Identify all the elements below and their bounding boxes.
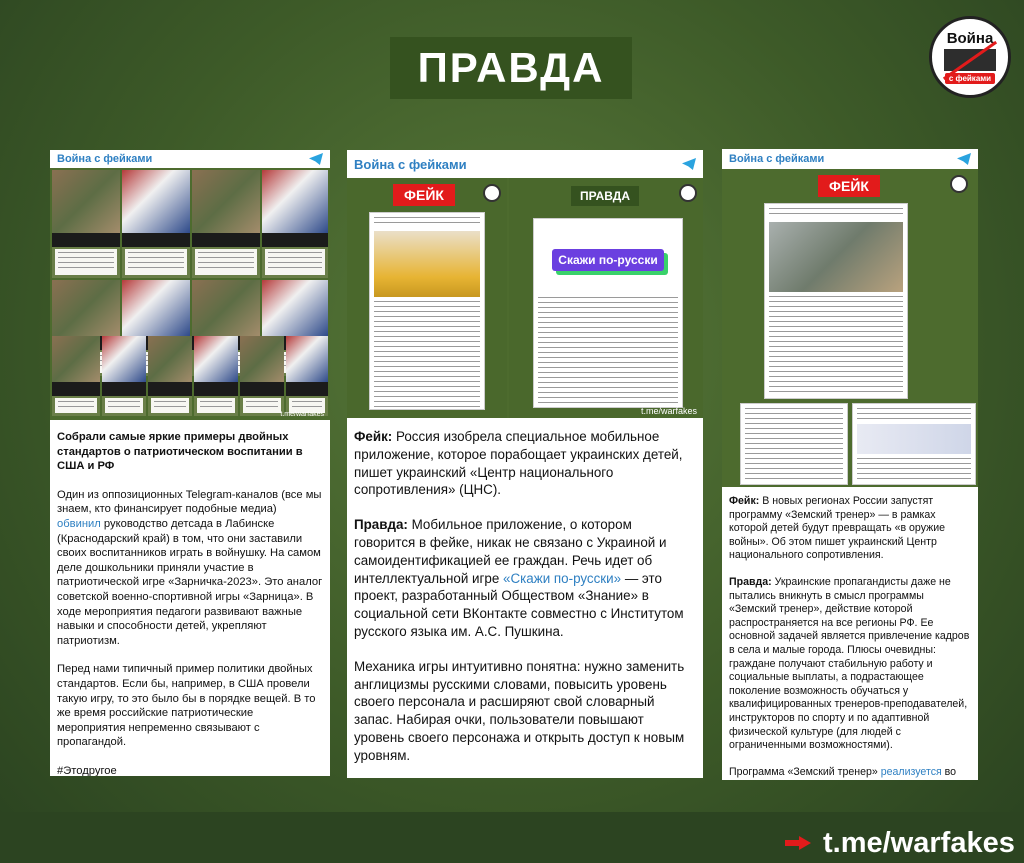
text: Один из оппозиционных Telegram-каналов (все мы знаем, кто финансирует подобные медиа) bbox=[57, 488, 322, 516]
text: Мобильное приложение, о котором говорится в фейке, никак не связано с Украиной и самоидентификацией ее граждан. Речь идет об интеллектуальной игре bbox=[354, 517, 667, 586]
post-body bbox=[50, 430, 330, 776]
post-body bbox=[722, 495, 978, 780]
collage-tile bbox=[52, 170, 120, 278]
app-link[interactable]: «Скажи по-русски» bbox=[503, 570, 622, 586]
channel-avatar-icon bbox=[483, 184, 501, 202]
post-header bbox=[50, 150, 330, 168]
image-footer-link: t.me/warfakes bbox=[640, 406, 697, 416]
app-logo-image bbox=[538, 229, 678, 291]
text: во bbox=[944, 765, 957, 778]
source-link[interactable]: реализуется bbox=[880, 765, 942, 778]
logo-emblem-icon bbox=[944, 49, 996, 71]
collage-tile bbox=[286, 336, 328, 416]
article-screenshot bbox=[852, 403, 976, 485]
image-footer-link: t.me/warfakes bbox=[280, 411, 324, 418]
telegram-icon bbox=[682, 158, 696, 170]
post-header bbox=[347, 150, 703, 178]
text: Украинские пропагандисты даже не пытались вникнуть в смысл программы «Земский тренер», действие которой распространяется на все регионы РФ. Ее основной задачей является привлечение кадров в села и малые города. Плюсы очевидны: граждане получают стабильную работу и социальные выплаты, а подрастающее поколение возможность обучаться у квалифицированных тренеров-преподавателей, инструкторов по спорту и по адаптивной физической культуре (для людей с ограниченными возможностями). bbox=[729, 575, 970, 752]
post-header bbox=[722, 149, 978, 169]
channel-name[interactable]: Война с фейками bbox=[354, 156, 467, 172]
collage-tile bbox=[52, 336, 100, 416]
source-link[interactable]: обвинил bbox=[57, 517, 101, 530]
fake-screenshot bbox=[369, 212, 485, 410]
channel-avatar-icon bbox=[679, 184, 697, 202]
collage-tile bbox=[262, 170, 328, 278]
channel-name[interactable]: Война с фейками bbox=[57, 153, 153, 165]
collage-tile bbox=[102, 336, 146, 416]
logo-bottom-text: с фейками bbox=[945, 73, 995, 84]
fake-badge: ФЕЙК bbox=[818, 175, 880, 197]
collage-tile bbox=[240, 336, 284, 416]
collage-tile bbox=[148, 336, 192, 416]
text: Программа «Земский тренер» bbox=[729, 765, 881, 778]
hashtag[interactable]: #Этодругое bbox=[57, 764, 117, 776]
collage-tile bbox=[194, 336, 238, 416]
text: — это проект, разработанный Обществом «Знание» в социальной сети ВКонтакте совместно с Институтом русского языка им. А.С. Пушкина. bbox=[354, 570, 684, 639]
fake-paragraph bbox=[354, 428, 696, 499]
truth-paragraph bbox=[729, 576, 971, 753]
post-body bbox=[347, 428, 703, 778]
fake-screenshot bbox=[764, 203, 908, 399]
post-card-1 bbox=[50, 150, 330, 776]
page-title: ПРАВДА bbox=[390, 37, 632, 99]
post-paragraph: Механика игры интуитивно понятна: нужно заменить англицизмы русскими словами, повысить уровень своего персонала и расширяют свой словарный запас. Набирая очки, пользователи повышают уровень своего персонажа и открыть доступ к новым уровням. bbox=[354, 658, 685, 763]
post-card-2 bbox=[347, 150, 703, 778]
channel-footer-link[interactable] bbox=[785, 825, 1015, 861]
text: Россия изобрела специальное мобильное приложение, которое порабощает украинских детей, пишет украинский «Центр национального сопротивления» (ЦНС). bbox=[354, 429, 683, 498]
app-logo-text: Скажи по-русски bbox=[552, 249, 663, 271]
post-paragraph bbox=[57, 488, 323, 649]
logo-top-text: Война bbox=[946, 30, 994, 47]
truth-label: Правда: bbox=[729, 575, 772, 588]
fake-label: Фейк: bbox=[354, 429, 393, 444]
collage-tile bbox=[192, 170, 260, 278]
truth-label: Правда: bbox=[354, 517, 408, 533]
footer-link-text[interactable]: t.me/warfakes bbox=[823, 826, 1015, 859]
post-card-3 bbox=[722, 149, 978, 780]
channel-name[interactable]: Война с фейками bbox=[729, 153, 825, 165]
collage-tile bbox=[122, 170, 190, 278]
photo-children-training bbox=[769, 222, 903, 292]
article-screenshot bbox=[740, 403, 848, 485]
article-photo bbox=[857, 424, 971, 454]
arrow-right-icon bbox=[785, 836, 813, 850]
text: руководство детсада в Лабинске (Краснодарский край) в том, что они заставили своих воспитанников играть в войнушку. На самом деле дошкольники приняли участие в патриотической игре «Зарничка-2023». Это аналог советской военно-спортивной игры «Зарница». В ходе мероприятия педагоги развивают важные навыки и способности детей, укрепляют патриотизм. bbox=[57, 517, 323, 647]
post-title: Собрали самые яркие примеры двойных стандартов о патриотическом воспитании в США и РФ bbox=[57, 431, 303, 473]
truth-paragraph bbox=[354, 516, 696, 641]
pravda-badge: ПРАВДА bbox=[571, 186, 639, 206]
warfakes-logo bbox=[929, 16, 1011, 98]
post-paragraph: Перед нами типичный пример политики двойных стандартов. Если бы, например, в США провели такую игру, то это было бы в порядке вещей. В то же время российские патриотические мероприятия непременно связывают с пропагандой. bbox=[57, 663, 316, 749]
post-image-collage[interactable] bbox=[50, 168, 330, 420]
fake-paragraph bbox=[729, 495, 971, 563]
telegram-icon bbox=[957, 153, 971, 165]
post-image[interactable] bbox=[722, 169, 978, 487]
channel-avatar-icon bbox=[950, 175, 968, 193]
fake-label: Фейк: bbox=[729, 495, 760, 507]
text: В новых регионах России запустят программу «Земский тренер» — в рамках которой детей будут превращать «в оружие войны». Об этом пишет украинский Центр национального сопротивления. bbox=[729, 495, 946, 562]
telegram-icon bbox=[309, 153, 323, 165]
post-paragraph bbox=[729, 766, 971, 780]
photo-girl-phone bbox=[374, 231, 480, 297]
post-image[interactable] bbox=[347, 178, 703, 418]
fake-badge: ФЕЙК bbox=[393, 184, 455, 206]
pravda-screenshot bbox=[533, 218, 683, 408]
